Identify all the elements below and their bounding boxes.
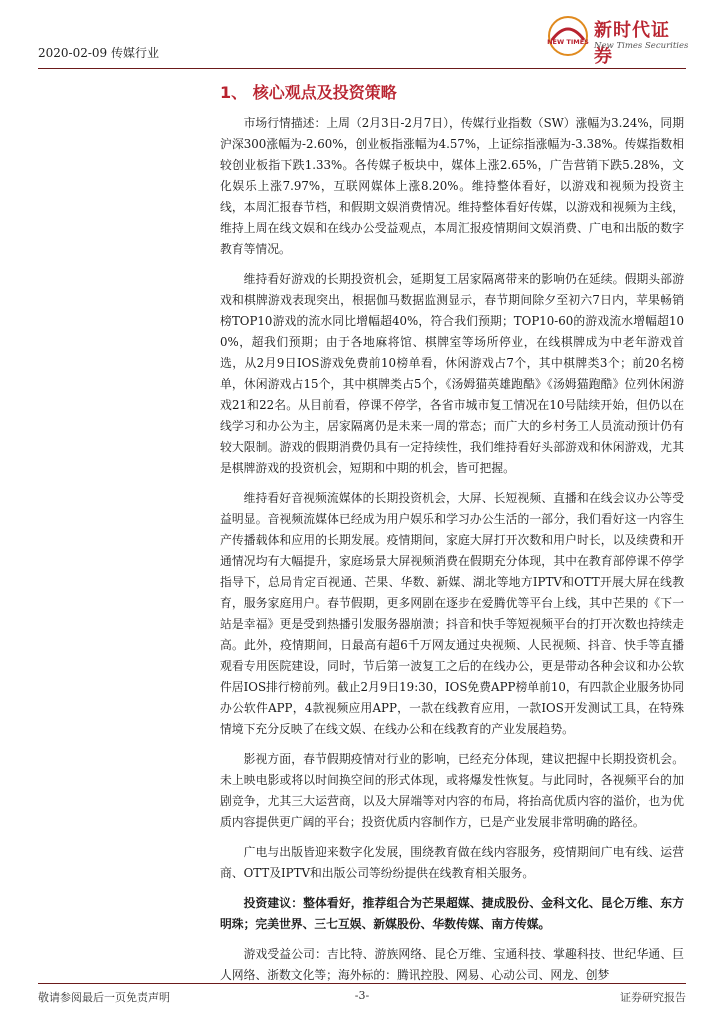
paragraph-market: 市场行情描述：上周（2月3日-2月7日），传媒行业指数（SW）涨幅为3.24%，同期沪深300涨幅为-2.60%，创业板指涨幅为4.57%，上证综指涨幅为-3.38%。传媒指数相较创业板指下跌1.33%。各传媒子板块中，媒体上涨2.65%，广告营销下跌5.28%，文化娱乐上涨7.97%，互联网媒体上涨8.20%。维持整体看好，以游戏和视频为投资主线，本周汇报春节档，和假期文娱消费情况。维持整体看好传媒，以游戏和视频为主线，维持上周在线文娱和在线办公受益观点，本周汇报疫情期间文娱消费、广电和出版的数字教育等情况。 bbox=[220, 116, 684, 256]
report-type: 证券研究报告 bbox=[620, 991, 686, 1004]
paragraph-film: 影视方面，春节假期疫情对行业的影响，已经充分体现，建议把握中长期投资机会。未上映电影或将以时间换空间的形式体现，或将爆发性恢复。与此同时，各视频平台的加剧竞争，尤其三大运营商，以及大屏端等对内容的布局，将抬高优质内容的溢价，也为优质内容提供更广阔的平台；投资优质内容制作方，已是产业发展非常明确的路径。 bbox=[220, 752, 684, 829]
company-name: 新时代证券 bbox=[594, 20, 670, 67]
report-date-industry: 2020-02-09 传媒行业 bbox=[38, 46, 160, 60]
company-english-name: New Times Securities bbox=[594, 41, 689, 51]
main-content bbox=[220, 72, 684, 995]
disclaimer-note: 敬请参阅最后一页免责声明 bbox=[38, 991, 170, 1004]
paragraph-streaming: 维持看好音视频流媒体的长期投资机会，大屏、长短视频、直播和在线会议办公等受益明显。音视频流媒体已经成为用户娱乐和学习办公生活的一部分，我们看好这一内容生产传播载体和应用的长期发展。疫情期间，家庭大屏打开次数和用户时长，以及续费和开通情况均有大幅提升，家庭场景大屏视频消费在假期充分体现，其中在教育部停课不停学指导下，总局肯定百视通、芒果、华数、新媒、湖北等地方IPTV和OTT开展大屏在线教育，服务家庭用户。春节假期，更多网剧在逐步在爱腾优等平台上线，其中芒果的《下一站是幸福》更是受到热播引发服务器崩溃；抖音和快手等短视频平台的打开次数也持续走高。此外，疫情期间，日最高有超6千万网友通过央视频、人民视频、抖音、快手等直播观看专用医院建设，同时，节后第一波复工之后的在线办公，更是带动各种会议和办公软件居IOS排行榜前列。截止2月9日19:30，IOS免费APP榜单前10，有四款企业服务协同办公软件APP，4款视频应用APP，一款在线教育应用，一款IOS开发测试工具，在特殊情境下充分反映了在线文娱、在线办公和在线教育的产业发展趋势。 bbox=[220, 491, 684, 736]
section-title: 1、 核心观点及投资策略 bbox=[220, 83, 397, 102]
logo-mark-text: NEW TIMES bbox=[547, 38, 589, 46]
page-footer bbox=[38, 983, 686, 1008]
page-number: -3- bbox=[354, 989, 370, 1002]
new-times-logo-icon bbox=[546, 14, 590, 58]
investment-recommendation: 投资建议：整体看好，推荐组合为芒果超媒、捷成股份、金科文化、昆仑万维、东方明珠；完美世界、三七互娱、新媒股份、华数传媒、南方传媒。 bbox=[220, 896, 684, 931]
company-logo bbox=[546, 14, 689, 67]
game-beneficiaries: 游戏受益公司：吉比特、游族网络、昆仑万维、宝通科技、掌趣科技、世纪华通、巨人网络、浙数文化等；海外标的：腾讯控股、网易、心动公司、网龙、创梦 bbox=[220, 947, 684, 982]
page-header bbox=[38, 0, 689, 69]
paragraph-games: 维持看好游戏的长期投资机会，延期复工居家隔离带来的影响仍在延续。假期头部游戏和棋牌游戏表现突出，根据伽马数据监测显示，春节期间除夕至初六7日内，苹果畅销榜TOP10游戏的流水同比增幅超40%，符合我们预期；TOP10-60的游戏流水增幅超100%，超我们预期；由于各地麻将馆、棋牌室等场所停业，在线棋牌成为中老年游戏首选，从2月9日IOS游戏免费前10榜单看，休闲游戏占7个，其中棋牌类3个；前20名榜单，休闲游戏占15个，其中棋牌类占5个，《汤姆猫英雄跑酷》《汤姆猫跑酷》位列休闲游戏21和22名。从目前看，停课不停学，各省市城市复工情况在10号陆续开始，但仍以在线学习和办公为主，居家隔离仍是未来一周的常态；而广大的乡村务工人员流动预计仍有较大限制。游戏的假期消费仍具有一定持续性，我们维持看好头部游戏和休闲游戏，尤其是棋牌游戏的投资机会，短期和中期的机会，皆可把握。 bbox=[220, 272, 684, 475]
paragraph-broadcast-publishing: 广电与出版皆迎来数字化发展，围绕教育做在线内容服务，疫情期间广电有线、运营商、OTT及IPTV和出版公司等纷纷提供在线教育相关服务。 bbox=[220, 845, 684, 880]
